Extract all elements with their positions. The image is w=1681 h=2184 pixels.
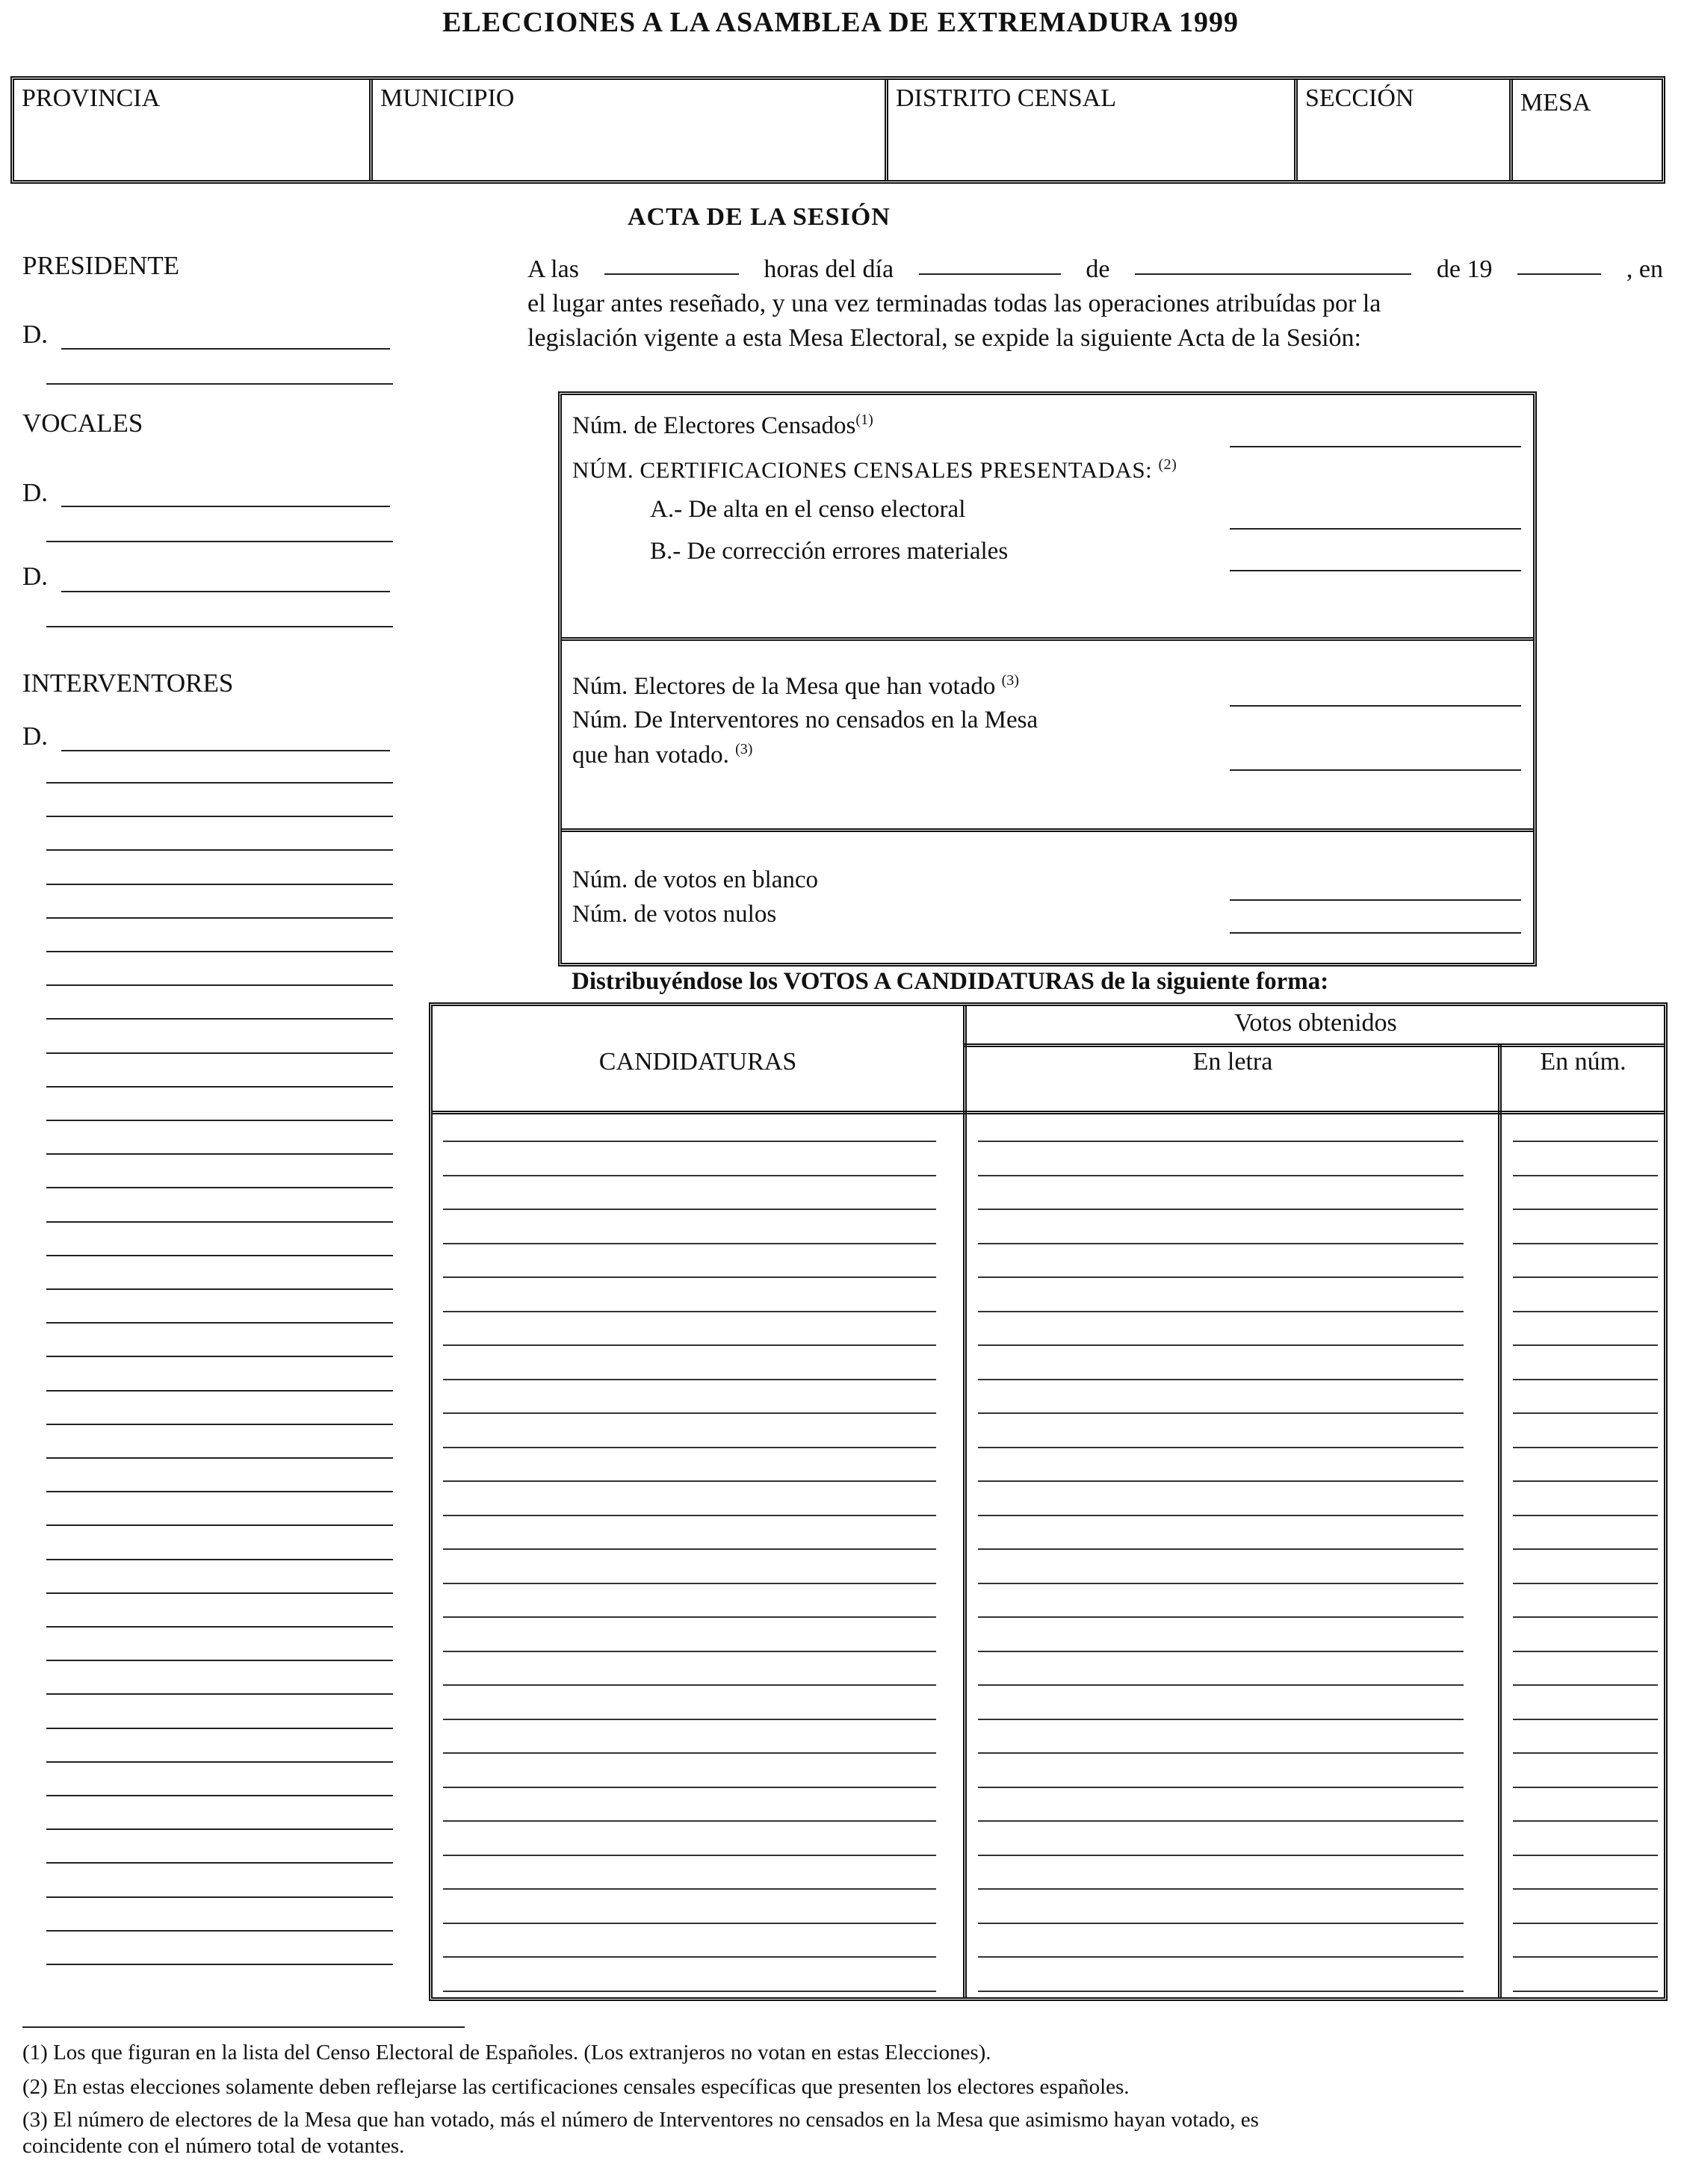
candidatura-line[interactable] [443,1616,936,1618]
candidatura-line[interactable] [443,1515,936,1516]
votos-section [562,828,1533,963]
interventores-note: (3) [735,741,753,757]
vocal-2-d-prefix: D. [22,562,49,591]
alta-label: A.- De alta en el censo electoral [650,496,966,523]
en-letra-line[interactable] [978,1888,1464,1890]
censados-label: Núm. de Electores Censados [572,412,856,439]
en-letra-line[interactable] [978,1991,1464,1992]
votado-note: (3) [1001,672,1019,689]
en-text: , en [1626,255,1663,283]
candidaturas-table [429,1002,1668,2001]
censados-note: (1) [855,412,873,428]
en-num-line[interactable] [1513,1855,1658,1856]
en-num-line[interactable] [1513,1991,1658,1992]
presidente-label: PRESIDENTE [22,251,179,280]
alta-field[interactable] [1230,528,1521,530]
candidatura-line[interactable] [443,1855,936,1856]
en-num-line[interactable] [1513,1276,1658,1278]
interventores-row-1: Núm. De Interventores no censados en la Mesa [572,707,1038,733]
interventor-signature-line[interactable] [46,1120,393,1121]
horas-del-dia-text: horas del día [764,255,894,283]
candidatura-line[interactable] [443,1447,936,1448]
en-letra-line[interactable] [978,1651,1464,1652]
en-num-line[interactable] [1513,1583,1658,1584]
candidatura-line[interactable] [443,1651,936,1652]
document-title: ELECCIONES A LA ASAMBLEA DE EXTREMADURA 1999 [442,7,1239,38]
counts-box [558,391,1537,967]
en-letra-line[interactable] [978,1548,1464,1550]
candidatura-line[interactable] [443,1991,936,1992]
votado-row [572,672,1019,701]
candidatura-line[interactable] [443,1412,936,1414]
candidatura-line[interactable] [443,1548,936,1550]
intro-line-2: el lugar antes reseñado, y una vez terminadas todas las operaciones atribuídas por la [527,290,1381,317]
en-num-line[interactable] [1513,1956,1658,1958]
correccion-field[interactable] [1230,570,1521,571]
interventor-signature-line[interactable] [46,1086,393,1088]
interventor-signature-line[interactable] [46,1559,393,1560]
dia-blank[interactable] [919,252,1061,275]
section-title: ACTA DE LA SESIÓN [628,203,891,231]
en-num-line[interactable] [1513,1141,1658,1142]
field-distrito-censal-label: DISTRITO CENSAL [896,84,1116,112]
field-mesa-label: MESA [1520,89,1591,117]
footnote-1: (1) Los que figuran en la lista del Censo Electoral de Españoles. (Los extranjeros no votan en estas Elecciones). [22,2041,991,2064]
en-letra-line[interactable] [978,1956,1464,1958]
en-letra-line[interactable] [978,1344,1464,1346]
interventor-signature-line[interactable] [46,1390,393,1392]
interventor-signature-line[interactable] [46,1524,393,1526]
interventor-signature-line[interactable] [46,1221,393,1223]
en-num-line[interactable] [1513,1311,1658,1312]
en-num-line[interactable] [1513,1447,1658,1448]
interventor-signature-line[interactable] [46,1491,393,1492]
candidatura-line[interactable] [443,1276,936,1278]
interventor-signature-line[interactable] [46,1930,393,1932]
en-letra-line[interactable] [978,1684,1464,1686]
en-letra-line[interactable] [978,1243,1464,1244]
votado-label: Núm. Electores de la Mesa que han votado [572,673,996,700]
footnote-2: (2) En estas elecciones solamente deben reflejarse las certificaciones censales específicas que presenten los electores españoles. [22,2075,1130,2099]
interventor-signature-line[interactable] [46,1896,393,1898]
en-letra-line[interactable] [978,1209,1464,1210]
field-mesa[interactable] [1513,80,1662,180]
en-letra-line[interactable] [978,1175,1464,1176]
interventores-d-prefix: D. [22,722,49,751]
interventor-signature-line[interactable] [46,1660,393,1661]
interventor-signature-line[interactable] [46,1153,393,1155]
blanco-label: Núm. de votos en blanco [572,866,819,893]
interventor-signature-line[interactable] [46,1356,393,1357]
votantes-section [562,637,1533,828]
en-num-line[interactable] [1513,1616,1658,1618]
header-en-letra: En letra [1192,1048,1273,1076]
interventor-signature-line[interactable] [46,1964,393,1965]
header-candidaturas: CANDIDATURAS [598,1048,797,1076]
interventor-signature-line[interactable] [46,1728,393,1729]
vocal-1-signature-line[interactable] [61,506,390,507]
en-num-line[interactable] [1513,1209,1658,1210]
en-letra-line[interactable] [978,1379,1464,1380]
field-provincia[interactable] [14,80,373,180]
mes-blank[interactable] [1135,252,1411,275]
column-divider-candidaturas [963,1006,967,1997]
candidatura-line[interactable] [443,1752,936,1754]
en-num-line[interactable] [1513,1243,1658,1244]
hora-blank[interactable] [604,252,739,275]
presidente-signature-line-2[interactable] [46,383,393,385]
en-letra-line[interactable] [978,1141,1464,1142]
field-municipio-label: MUNICIPIO [380,84,515,112]
field-distrito-censal[interactable] [888,80,1298,180]
en-num-line[interactable] [1513,1787,1658,1788]
candidatura-line[interactable] [443,1141,936,1142]
en-num-line[interactable] [1513,1515,1658,1516]
interventor-signature-line[interactable] [46,1052,393,1054]
interventor-signature-line[interactable] [46,1761,393,1763]
interventor-signature-line[interactable] [46,984,393,986]
vocal-2-signature-line[interactable] [61,591,390,592]
header-fields-box [10,76,1665,184]
censados-field[interactable] [1230,446,1521,447]
field-municipio[interactable] [373,80,888,180]
vocales-label: VOCALES [22,409,143,438]
candidatura-line[interactable] [443,1684,936,1686]
interventor-signature-line[interactable] [46,1288,393,1290]
vocal-1-d-prefix: D. [22,478,49,507]
candidatura-line[interactable] [443,1583,936,1584]
candidatura-line[interactable] [443,1923,936,1924]
header-divider-votos [963,1043,1664,1047]
en-num-line[interactable] [1513,1888,1658,1890]
interventor-signature-line[interactable] [46,1187,393,1188]
intro-line-3: legislación vigente a esta Mesa Electoral, se expide la siguiente Acta de la Sesión: [527,324,1361,352]
interventor-signature-line[interactable] [46,1626,393,1628]
en-num-line[interactable] [1513,1344,1658,1346]
field-seccion[interactable] [1298,80,1513,180]
presidente-d-prefix: D. [22,320,49,349]
certificaciones-label: NÚM. CERTIFICACIONES CENSALES PRESENTADAS: [572,456,1153,483]
interventor-signature-line[interactable] [46,1828,393,1830]
header-en-num: En núm. [1540,1048,1626,1076]
en-num-line[interactable] [1513,1651,1658,1652]
candidatura-line[interactable] [443,1888,936,1890]
footnote-rule [22,2026,465,2028]
interventor-signature-line[interactable] [46,782,393,784]
vocal-2-signature-line-2[interactable] [46,626,393,627]
en-letra-line[interactable] [978,1412,1464,1414]
candidatura-line[interactable] [443,1480,936,1482]
interventores-row-2 [572,741,752,769]
interventor-signature-line[interactable] [46,951,393,952]
en-letra-line[interactable] [978,1480,1464,1482]
en-num-line[interactable] [1513,1480,1658,1482]
interventor-signature-line[interactable] [46,849,393,851]
interventores-field[interactable] [1230,769,1521,771]
en-letra-line[interactable] [978,1583,1464,1584]
en-num-line[interactable] [1513,1175,1658,1176]
interventor-signature-line[interactable] [46,1457,393,1459]
field-provincia-label: PROVINCIA [22,84,161,112]
header-divider-bottom [433,1111,1664,1114]
en-letra-line[interactable] [978,1311,1464,1312]
interventor-signature-line[interactable] [46,1795,393,1796]
candidatura-line[interactable] [443,1956,936,1958]
candidatura-line[interactable] [443,1344,936,1346]
anio-blank[interactable] [1517,252,1601,275]
en-letra-line[interactable] [978,1719,1464,1720]
distribution-heading: Distribuyéndose los VOTOS A CANDIDATURAS de la siguiente forma: [572,968,1329,995]
a-las-text: A las [527,255,579,283]
interventor-signature-line[interactable] [46,1693,393,1695]
interventor-signature-line[interactable] [46,1862,393,1864]
column-divider-letra [1498,1045,1502,1997]
en-letra-line[interactable] [978,1820,1464,1822]
header-votos-obtenidos: Votos obtenidos [1234,1009,1397,1037]
interventor-signature-line[interactable] [46,917,393,919]
correccion-label: B.- De corrección errores materiales [650,538,1009,565]
interventor-signature-line[interactable] [46,1322,393,1324]
nulos-label: Núm. de votos nulos [572,901,777,928]
en-num-line[interactable] [1513,1719,1658,1720]
interventores-label: INTERVENTORES [22,668,234,698]
vocal-1-signature-line-2[interactable] [46,541,393,542]
candidatura-line[interactable] [443,1175,936,1176]
en-num-line[interactable] [1513,1379,1658,1380]
candidatura-line[interactable] [443,1209,936,1210]
interventor-signature-line[interactable] [46,1018,393,1020]
field-seccion-label: SECCIÓN [1305,84,1414,112]
certificaciones-row [572,456,1177,483]
interventor-signature-line[interactable] [61,750,390,751]
en-letra-line[interactable] [978,1616,1464,1618]
votado-field[interactable] [1230,705,1521,707]
footnote-3: (3) El número de electores de la Mesa que han votado, más el número de Interventores no censados en la Mesa que asimismo hayan votado, es [22,2108,1259,2132]
candidatura-line[interactable] [443,1311,936,1312]
censados-row [572,412,873,440]
en-letra-line[interactable] [978,1752,1464,1754]
censo-section [562,395,1533,637]
nulos-field[interactable] [1230,932,1521,934]
en-letra-line[interactable] [978,1515,1464,1516]
en-num-line[interactable] [1513,1412,1658,1414]
candidatura-line[interactable] [443,1820,936,1822]
candidatura-line[interactable] [443,1379,936,1380]
candidatura-line[interactable] [443,1719,936,1720]
de-text: de [1086,255,1110,283]
de-19-text: de 19 [1436,255,1493,283]
intro-paragraph [527,252,1663,356]
en-num-line[interactable] [1513,1820,1658,1822]
interventor-signature-line[interactable] [46,816,393,817]
certificaciones-note: (2) [1158,456,1177,473]
intro-line-1 [527,252,1663,287]
en-num-line[interactable] [1513,1548,1658,1550]
en-num-line[interactable] [1513,1752,1658,1754]
en-num-line[interactable] [1513,1684,1658,1686]
interventor-signature-line[interactable] [46,1592,393,1594]
candidatura-line[interactable] [443,1243,936,1244]
candidatura-line[interactable] [443,1787,936,1788]
en-letra-line[interactable] [978,1855,1464,1856]
en-letra-line[interactable] [978,1923,1464,1924]
interventor-signature-line[interactable] [46,884,393,885]
presidente-signature-line[interactable] [61,348,390,350]
en-letra-line[interactable] [978,1787,1464,1788]
en-letra-line[interactable] [978,1447,1464,1448]
interventores-count-label: que han votado. [572,742,729,769]
blanco-field[interactable] [1230,899,1521,901]
interventor-signature-line[interactable] [46,1424,393,1425]
en-num-line[interactable] [1513,1923,1658,1924]
footnote-3-cont: coincidente con el número total de votantes. [22,2134,405,2158]
en-letra-line[interactable] [978,1276,1464,1278]
interventor-signature-line[interactable] [46,1255,393,1256]
